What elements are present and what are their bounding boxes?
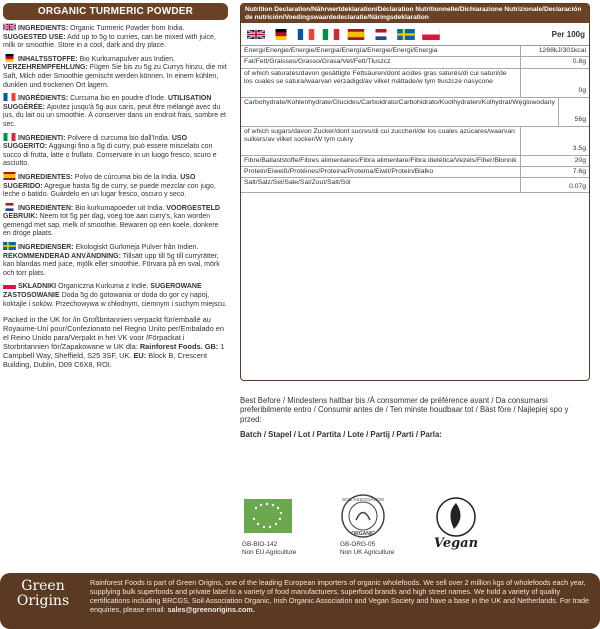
vegan-text: Vegan: [433, 536, 479, 551]
nutrient-value: 56g: [558, 98, 589, 126]
lang-heading: SUGGESTED USE:: [3, 33, 66, 41]
nutrition-row: [241, 46, 589, 57]
eu-organic-sub: Non EU Agriculture: [242, 548, 297, 556]
nutrition-row: [241, 57, 589, 68]
eu-organic-code: GB-BIO-142: [242, 541, 278, 548]
lang-block-it: [3, 133, 228, 169]
nutrient-label: Carbohydrate/Kohlenhydrate/Glucides/Carboidrato/Carbohidrato/Koolhydraten/Kolhydrat/Węglowodany: [244, 98, 555, 106]
lang-heading: INHALTSSTOFFE:: [18, 55, 78, 63]
soil-association-top: SOIL ASSOCIATION: [342, 497, 384, 502]
soil-association-caption: [340, 541, 394, 556]
poland-flag-icon: [422, 29, 440, 40]
lang-block-nl: [3, 203, 228, 239]
nutrition-flag-row: [241, 23, 589, 46]
nutrient-label: Salt/Salz/Sel/Sale/Sal/Zout/Salt/Sól: [244, 179, 351, 186]
footer-band: [0, 573, 600, 629]
nutrition-row: [241, 127, 589, 156]
brand-line-2: Origins: [16, 593, 70, 609]
lang-block-se: [3, 242, 228, 278]
nutrition-row: [241, 156, 589, 167]
lang-heading: USO SUGGERITO:: [3, 134, 188, 151]
green-origins-logo: [8, 579, 78, 609]
lang-heading: INGREDIENTES:: [18, 173, 73, 181]
soil-association-code: GB-ORG-05: [340, 541, 376, 548]
nutrient-value: 0g: [520, 69, 589, 97]
per-100g-header: Per 100g: [551, 29, 585, 39]
lang-text: Add up to 5g to curries, can be mixed with juice, milk or smoothie. Store in a cool, dark and dry place.: [3, 33, 216, 50]
nutrition-row: [241, 98, 589, 127]
packer-name: Rainforest Foods. GB:: [139, 342, 219, 352]
nutrient-value: 3.5g: [520, 127, 589, 155]
lang-text: Ajoutez jusqu'à 5g aux caris, peut être mélangé avec du jus, du lait ou un smoothie. À conserver dans un endroit frais, sombre et sec.: [3, 103, 226, 128]
lang-text: Ekologiskt Gurkmeja Pulver från Indien.: [73, 244, 199, 252]
best-before-block: [240, 396, 590, 440]
uk-flag-icon: [3, 23, 16, 31]
packer-address: 1 Campbell Way, Sheffield, S25 3SF, UK.: [3, 342, 225, 361]
nutrient-value: 1268kJ/301kcal: [520, 46, 589, 56]
nutrition-row: [241, 167, 589, 178]
nutrient-value: 7.6g: [520, 167, 589, 177]
product-title: ORGANIC TURMERIC POWDER: [3, 3, 228, 20]
lang-text: Organic Turmeric Powder from India.: [68, 25, 185, 32]
lang-text: Bio kurkumapoeder uit India.: [73, 204, 167, 212]
lang-block-uk: [3, 23, 228, 51]
lang-text: Bio Kurkumapulver aus Indien.: [77, 55, 175, 63]
poland-flag-icon: [3, 281, 16, 289]
nutrient-label: of which saturates/davon gesättigte Fettsäuren/dont acides gras saturés/di cui saturi/de los cuales se satura/waarvan verzadigd/av vilket mättade/w tym tłuszcze nasycone: [244, 69, 507, 85]
lang-text: Agregue hasta 5g de curry, se puede mezclar con jugo, leche o batido. Guárdelo en un lugar fresco, oscuro y seco.: [3, 182, 216, 199]
spain-flag-icon: [3, 172, 16, 180]
lang-heading: USO SUGERIDO:: [3, 173, 196, 190]
eu-address: Block B, Crescent Building, Dublin, D09 C6X8, ROI.: [3, 351, 208, 370]
flag-strip: [241, 29, 505, 40]
lang-text: Fügen Sie bis zu 5g zu Currys hinzu, die mit Saft, Milch oder Smoothie gemischt werden können. In einem kühlen, dunklen und trockenen Ort lagern.: [3, 64, 227, 89]
lang-heading: INGRÉDIENTS:: [18, 95, 69, 103]
nutrition-row: [241, 178, 589, 193]
lang-heading: SUGEROWANE ZASTOSOWANIE: [3, 283, 202, 300]
spain-flag-icon: [347, 29, 365, 40]
lang-heading: INGREDIENSER:: [18, 244, 74, 252]
nutrition-heading: Nutrition Declaration/Nährwertdeklaration/Déclaration Nutritionnelle/Dichiarazione Nutrizionale/Declaración de nutrición/Voedingswaardedeclaratie/Näringsdeklaration: [241, 4, 589, 23]
eu-label: EU:: [133, 351, 147, 361]
vegan-trademark-icon: [426, 495, 486, 553]
uk-flag-icon: [247, 29, 265, 40]
lang-heading: UTILISATION SUGGÉRÉE:: [3, 95, 212, 111]
france-flag-icon: [297, 29, 315, 40]
lang-heading: REKOMMENDERAD ANVÄNDNING:: [3, 252, 121, 260]
italy-flag-icon: [3, 133, 16, 141]
lang-heading: VERZEHREMPFEHLUNG:: [3, 64, 88, 72]
germany-flag-icon: [3, 54, 16, 62]
ingredients-column: [3, 3, 228, 369]
italy-flag-icon: [322, 29, 340, 40]
soil-association-sub: Non UK Agriculture: [340, 548, 395, 556]
lang-block-fr: [3, 93, 228, 129]
lang-text: Organiczna Kurkuma z Indie.: [56, 283, 151, 291]
sweden-flag-icon: [3, 242, 16, 250]
packer-info: [3, 315, 228, 369]
lang-text: Neem tot 5g per dag, voeg toe aan curry's, kan worden gemengd met sap, melk of smoothie. Bewaren op een koele, donkere en droge plaats.: [3, 213, 219, 238]
footer-text: Rainforest Foods is part of Green Origins, one of the leading European importers of organic wholefoods. We sell over 2 million kgs of wholefoods each year, supplying bulk superfoods and private label to a variety of food manufacturers, superfood brands and high street names. We hold a variety of quality certifications including BRCGS, Soil Association Organic, Irish Organic Association and Vegan Society and have a base in the UK and Netherlands. For trade enquiries, please email:: [90, 578, 590, 614]
best-before-text: Best Before / Mindestens haltbar bis /À consommer de préférence avant / Da consumarsi preferibilmente entro / Consumir antes de / Ten minste houdbaar tot / Bäst före / Najlepiej spo y przed:: [240, 396, 569, 424]
nutrition-row: [241, 69, 589, 98]
lang-text: Polvo de cúrcuma bio de la India.: [72, 173, 181, 181]
lang-block-de: [3, 54, 228, 90]
lang-heading: INGREDIENTI:: [18, 134, 66, 142]
france-flag-icon: [3, 93, 16, 101]
nutrient-label: Energi/Energie/Energie/Energia/Energía/Energie/Energi/Energia: [244, 47, 438, 55]
sweden-flag-icon: [397, 29, 415, 40]
lang-block-es: [3, 172, 228, 200]
lang-heading: INGREDIENTS:: [18, 25, 69, 32]
nutrient-label: Fat/Fett/Graisses/Grasso/Grasa/Vet/Fett/Tłuszcz: [244, 58, 391, 66]
soil-association-icon: [340, 493, 386, 539]
nutrition-table: [240, 3, 590, 381]
lang-heading: SKŁADNIKI: [18, 283, 57, 291]
nutrient-label: Fibre/Ballaststoffe/Fibres alimentaires/Fibra alimentare/Fibra dietética/Vezels/Fiber/Błonnik: [244, 156, 517, 164]
lang-block-pl: [3, 281, 228, 309]
netherlands-flag-icon: [3, 203, 16, 211]
lang-text: Tillsätt upp till 5g till curryrätter, kan blandas med juice, mjölk eller smoothie. Förvara på en sval, mörk och torr plats.: [3, 252, 220, 277]
packed-text: Packed in the UK for /in Großbritannien verpackt für/emballé au Royaume-Uni pour/Confezionato nel Regno Unito per/Embalado en el Reino Unido para/Verpakt in het VK voor /Förpackat i Storbritannien för/Zapakowane w UK dla:: [3, 315, 225, 352]
eu-organic-caption: [242, 541, 296, 556]
brand-line-1: Green: [21, 578, 65, 594]
lang-heading: INGREDIËNTEN:: [18, 204, 74, 212]
nutrient-value: 20g: [520, 156, 589, 166]
soil-association-mid: ORGANIC: [351, 531, 375, 537]
nutrient-label: Protein/Eiweiß/Protéines/Proteina/Proteína/Eiwit/Protein/Białko: [244, 167, 434, 175]
lang-heading: VOORGESTELD GEBRUIK:: [3, 204, 220, 221]
lang-text: Aggiungi fino a 5g di curry, può essere miscelato con succo di frutta, latte o frullato. Conservare in un luogo fresco, scuro e asciutto.: [3, 143, 217, 168]
nutrient-value: 0.8g: [520, 57, 589, 67]
lang-text: Polvere di curcuma bio dall'India.: [65, 134, 172, 142]
netherlands-flag-icon: [372, 29, 390, 40]
certification-logos: [240, 493, 590, 563]
batch-text: Batch / Stapel / Lot / Partita / Lote / Partij / Parti / Parla:: [240, 430, 442, 440]
lang-text: Doda 5g do gotowania or doda do gor cy napoj, koktajle i soków. Przechowywa w chłodnym, ciemnym i suchym miejscu.: [3, 292, 227, 308]
footer-description: [90, 578, 595, 614]
footer-email[interactable]: sales@greenorigins.com.: [167, 605, 255, 614]
lang-text: Curcuma bio en poudre d'Inde.: [68, 95, 168, 103]
nutrient-value: 0.07g: [520, 178, 589, 192]
eu-organic-leaf-icon: [244, 499, 292, 533]
nutrient-label: of which sugars/davon Zucker/dont sucres/di cui zuccheri/de los cuales azúcares/waarvan suikers/av vilket socker/W tym cukry: [244, 127, 515, 143]
germany-flag-icon: [272, 29, 290, 40]
